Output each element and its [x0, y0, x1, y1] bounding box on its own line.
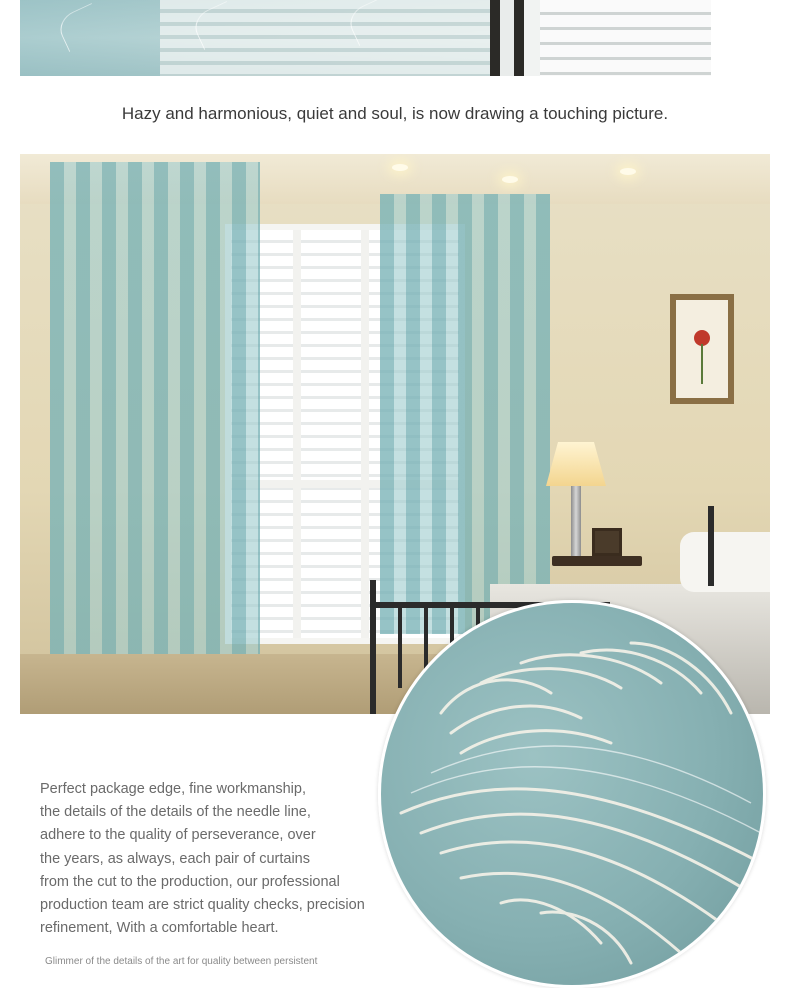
- footboard-post: [370, 580, 376, 714]
- description-line: production team are strict quality checks, precision: [40, 897, 365, 914]
- nightstand: [552, 556, 642, 566]
- product-description: [40, 778, 380, 940]
- top-curtain-photo: [20, 0, 711, 76]
- headboard-post: [708, 506, 714, 586]
- ceiling-light-icon: [502, 176, 518, 183]
- left-sheer-curtain: [50, 162, 260, 682]
- window-frame: [490, 0, 540, 76]
- description-line: refinement, With a comfortable heart.: [40, 920, 279, 937]
- embroidery-detail-closeup: [378, 600, 766, 988]
- ceiling-light-icon: [620, 168, 636, 175]
- description-line: from the cut to the production, our professional: [40, 873, 340, 890]
- tagline: Hazy and harmonious, quiet and soul, is now drawing a touching picture.: [121, 104, 669, 123]
- framed-flower-picture: [670, 294, 734, 404]
- right-sheer-curtain: [380, 194, 550, 634]
- description-line: Perfect package edge, fine workmanship,: [40, 781, 306, 797]
- photo-frame: [592, 528, 622, 556]
- pillow: [680, 532, 770, 592]
- ceiling-light-icon: [392, 164, 408, 171]
- description-line: adhere to the quality of perseverance, over: [40, 827, 316, 844]
- right-blinds: [540, 0, 711, 76]
- description-line: the years, as always, each pair of curtains: [40, 850, 310, 867]
- feather-embroidery-icon: [381, 603, 766, 988]
- subnote-text: Glimmer of the details of the art for quality between persistent: [45, 956, 318, 967]
- lamp-base: [571, 486, 581, 556]
- description-line: the details of the details of the needle line,: [40, 804, 311, 821]
- lamp-shade: [546, 442, 606, 486]
